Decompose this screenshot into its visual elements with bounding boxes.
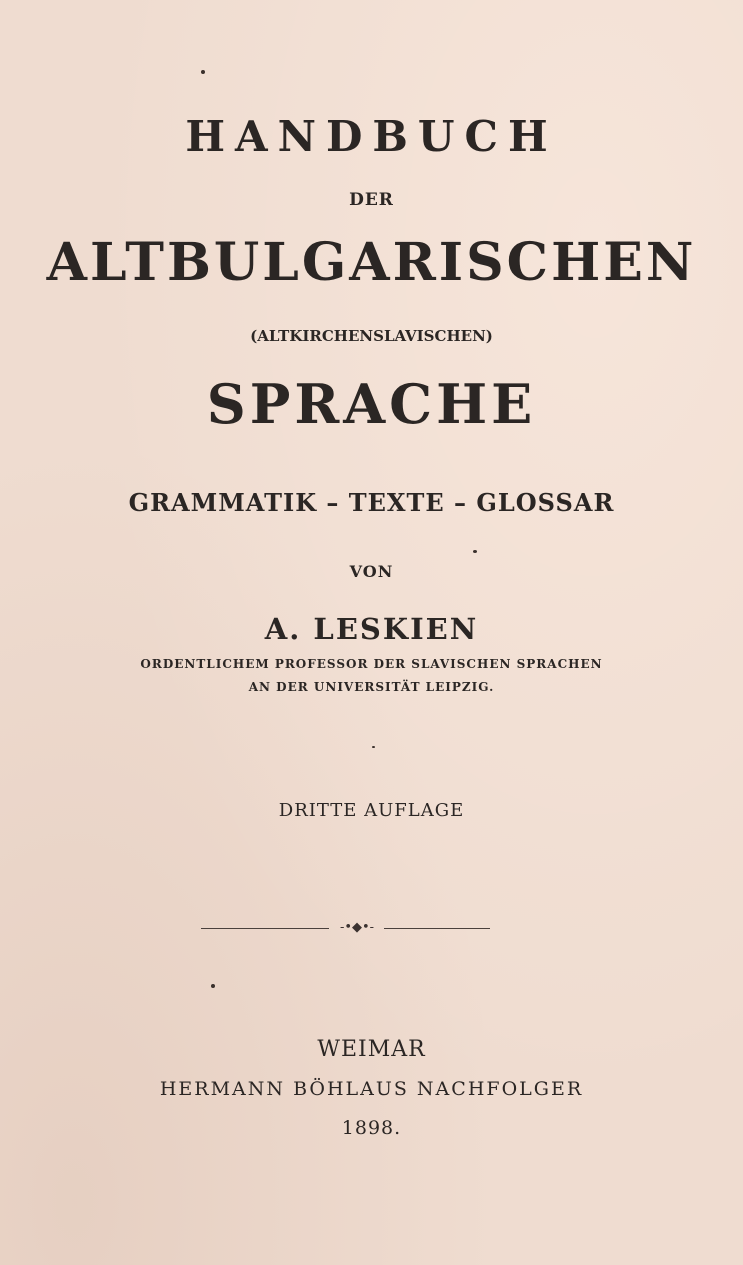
author-affiliation-line-2: AN DER UNIVERSITÄT LEIPZIG.: [248, 680, 495, 694]
publication-year: 1898.: [341, 1117, 402, 1139]
title-altbulgarischen: ALTBULGARISCHEN: [46, 232, 697, 293]
publisher-city: WEIMAR: [317, 1037, 426, 1062]
title-sprache: SPRACHE: [206, 372, 537, 436]
paper-speck: [473, 550, 477, 553]
author-affiliation-line-1: ORDENTLICHEM PROFESSOR DER SLAVISCHEN SPRACHEN: [140, 657, 603, 671]
title-der: DER: [349, 190, 394, 210]
title-handbuch: HANDBUCH: [185, 112, 558, 161]
by-line: VON: [349, 562, 394, 581]
author-name: A. LESKIEN: [264, 612, 479, 646]
ornamental-divider: [201, 920, 490, 935]
divider-left-rule: [201, 928, 329, 929]
publisher-name: HERMANN BÖHLAUS NACHFOLGER: [159, 1078, 584, 1100]
paper-speck: [211, 984, 215, 988]
edition: DRITTE AUFLAGE: [278, 800, 465, 821]
divider-right-rule: [384, 928, 490, 929]
paper-speck: [201, 70, 205, 74]
subtitle: GRAMMATIK – TEXTE – GLOSSAR: [128, 488, 615, 517]
divider-ornament-icon: -•◆•-: [339, 920, 375, 935]
paper-speck: [372, 746, 375, 748]
title-altkirchenslavischen: (ALTKIRCHENSLAVISCHEN): [250, 327, 493, 345]
